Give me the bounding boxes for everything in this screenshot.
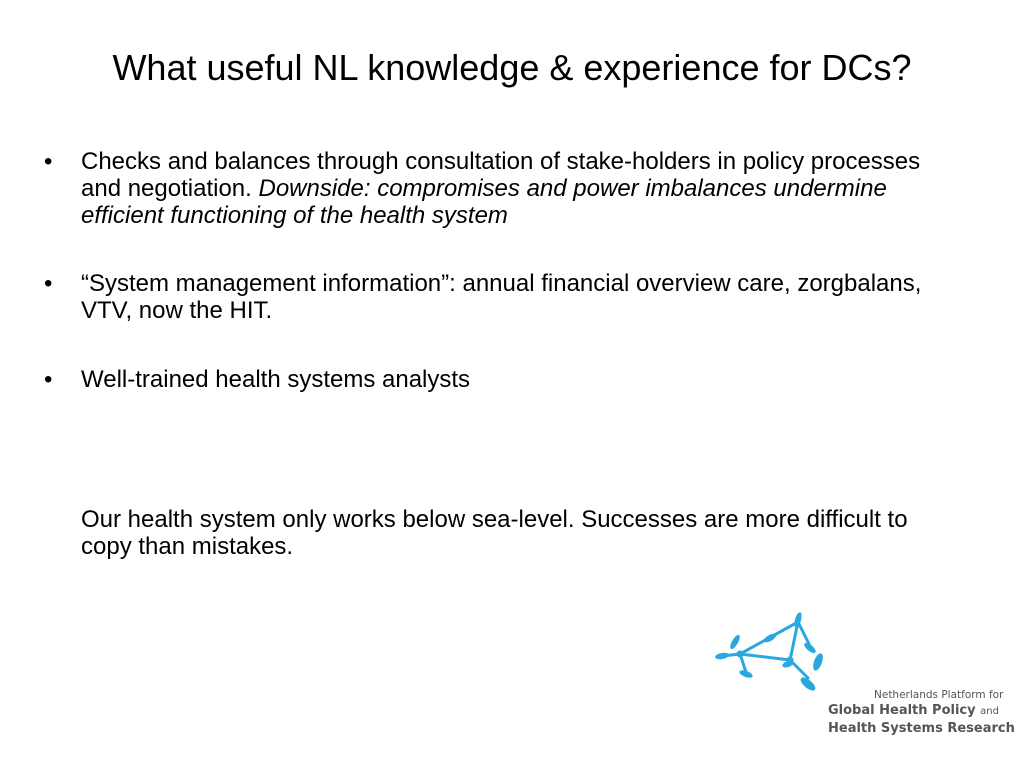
slide-title: What useful NL knowledge & experience for DCs? — [112, 47, 912, 88]
bullet-text: “System management information”: annual financial overview care, zorgbalans, VTV, now the HIT. — [81, 270, 922, 324]
bullet-item-checks-and-balances — [44, 148, 964, 229]
organization-logo-text — [828, 688, 1020, 737]
bullet-item-system-management — [44, 270, 964, 324]
bullet-text: Well-trained health systems analysts — [81, 366, 471, 393]
org-name-line-2 — [828, 702, 1020, 720]
org-name-and: and — [980, 706, 999, 717]
bullet-list — [44, 148, 964, 393]
bullet-item-analysts — [44, 366, 964, 393]
bullet-text: Checks and balances through consultation of stake-holders in policy processes and negotiation. — [81, 148, 921, 202]
bullet-marker: • — [44, 148, 53, 175]
bullet-marker: • — [44, 366, 53, 393]
bullet-marker: • — [44, 270, 53, 297]
org-name-line-1: Netherlands Platform for — [874, 689, 1004, 701]
bullet-emphasis-text: Downside: compromises and power imbalances undermine efficient functioning of the health system — [81, 175, 887, 229]
org-name-line-2-main: Global Health Policy — [828, 703, 976, 718]
closing-statement: Our health system only works below sea-level. Successes are more difficult to copy than mistakes. — [81, 506, 908, 560]
org-name-line-3: Health Systems Research — [828, 721, 1015, 736]
